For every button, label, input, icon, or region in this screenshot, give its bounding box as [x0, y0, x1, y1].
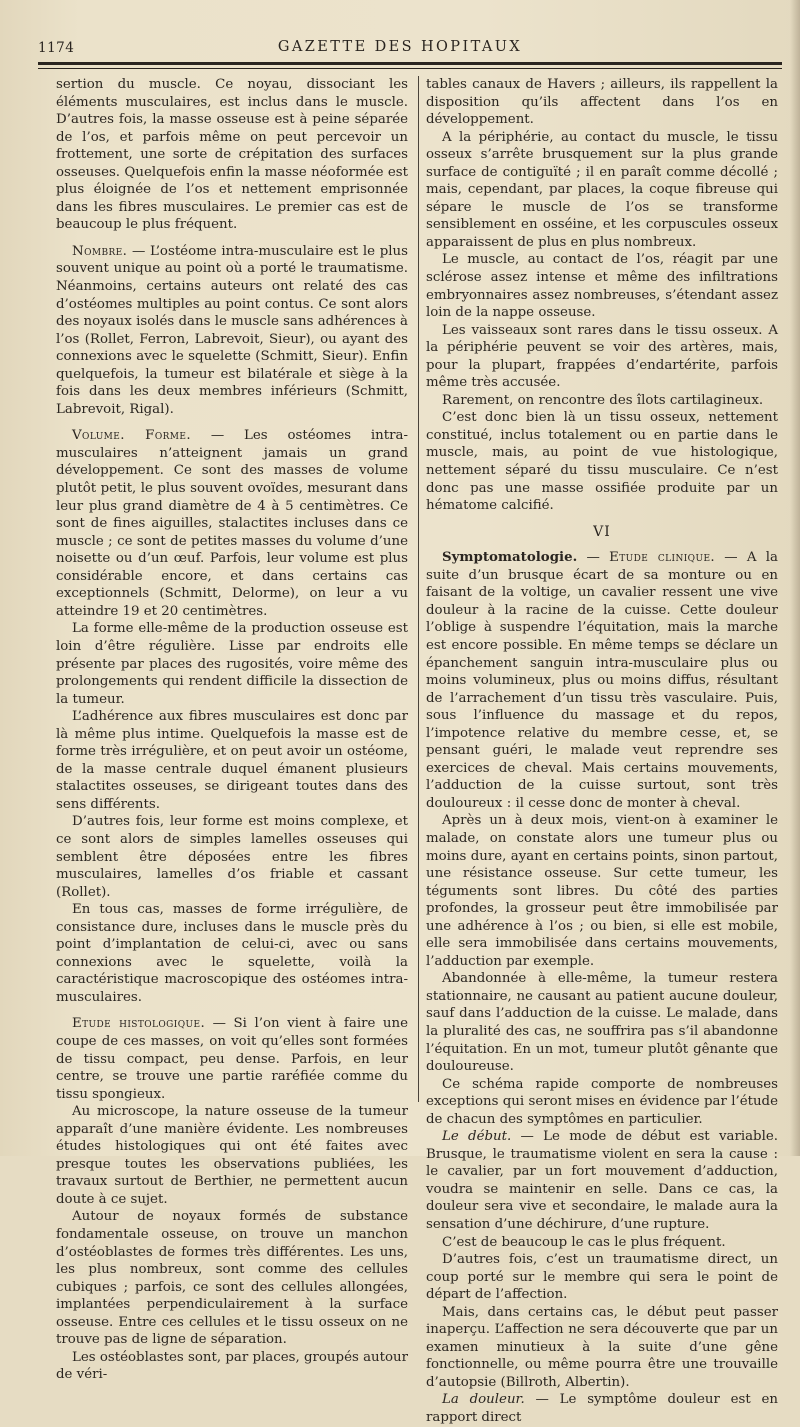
paragraph: La forme elle-même de la production osseuse est loin d’être régulière. Lisse par endroits elle présente par places des rugosités, voire même des prolongements qui rendent difficile la dissection de la tumeur.	[56, 621, 408, 707]
paragraph: Rarement, on rencontre des îlots cartilagineux.	[442, 392, 764, 408]
subsection-heading: Etude clinique.	[609, 550, 716, 566]
paragraph: Abandonnée à elle-même, la tumeur restera stationnaire, ne causant au patient aucune douleur, sauf dans l’adduction de la cuisse. Le malade, dans la pluralité des cas, ne souffrira pas s’il abandonne l’équitation. En un mot, tumeur plutôt gênante que douloureuse.	[426, 971, 778, 1075]
paragraph: tables canaux de Havers ; ailleurs, ils rappellent la disposition qu’ils affectent dans l’os en développement.	[426, 77, 778, 128]
paragraph-douleur	[426, 1391, 778, 1426]
paragraph-text: — Les ostéomes intra-musculaires n’atteignent jamais un grand développement. Ce sont des masses de volume plutôt petit, le plus souvent ovoïdes, mesurant dans leur plus grand diamètre de 4 à 5 centimètres. Ce sont de fines aiguilles, stalactites incluses dans ce muscle ; ce sont de petites masses du volume d’une noisette ou d’un œuf. Parfois, leur volume est plus considérable encore, et dans certains cas exceptionnels (Schmitt, Delorme), on leur a vu atteindre 19 et 20 centimètres.	[56, 428, 408, 619]
section-heading: Symptomatologie.	[442, 549, 578, 566]
paragraph-text: — A la suite d’un brusque écart de sa monture ou en faisant de la voltige, un cavalier ressent une vive douleur à la racine de la cuisse. Cette douleur l’oblige à suspendre l’équitation, mais la marche est encore possible. En même temps se déclare un épanchement sanguin intra-musculaire plus ou moins volumineux, plus ou moins diffus, résultant de l’arrachement d’un tissu très vasculaire. Puis, sous l’influence du massage et du repos, l’impotence relative du membre cesse, et, se pensant guéri, le malade veut reprendre ses exercices de cheval. Mais certains mouvements, l’adduction de la cuisse surtout, sont très douloureux : il cesse donc de monter à cheval.	[426, 550, 778, 811]
paragraph: Au microscope, la nature osseuse de la tumeur apparaît d’une manière évidente. Les nombreuses études histologiques qui ont été faites avec presque toutes les observations publiées, les travaux surtout de Berthier, ne permettent aucun doute à ce sujet.	[56, 1104, 408, 1207]
paragraph: Après un à deux mois, vient-on à examiner le malade, on constate alors une tumeur plus ou moins dure, ayant en certains points, sinon partout, une résistance osseuse. Sur cette tumeur, les téguments sont libres. Du côté des parties profondes, la grosseur peut être immobilisée par une adhérence à l’os ; ou bien, si elle est mobile, elle sera immobilisée dans certains mouvements, l’adduction par exemple.	[426, 813, 778, 969]
header-rule-thick	[38, 62, 782, 65]
paragraph-debut	[426, 1128, 778, 1233]
paragraph-symptomatologie: Symptomatologie. — Etude clinique. — A la suite d’un brusque écart de sa monture ou en faisant de la voltige, un cavalier ressent une vive douleur à la racine de la cuisse. Cette douleur l’oblige à suspendre l’équitation, mais la marche est encore possible. En même temps se déclare un épanchement sanguin intra-musculaire plus ou moins volumineux, plus ou moins diffus, résultant de l’arrachement d’un tissu très vasculaire. Puis, sous l’influence du massage et du repos, l’impotence relative du membre cesse, et, se pensant guéri, le malade veut reprendre ses exercices de cheval. Mais certains mouvements, l’adduction de la cuisse surtout, sont très douloureux : il cesse donc de monter à cheval.	[426, 549, 778, 811]
paragraph: D’autres fois, leur forme est moins complexe, et ce sont alors de simples lamelles osseuses qui semblent être déposées entre les fibres musculaires, lamelles d’os friable et cassant (Rollet).	[56, 814, 408, 900]
paragraph-etude	[56, 1015, 408, 1103]
paragraph: C’est donc bien là un tissu osseux, nettement constitué, inclus totalement ou en partie dans le muscle, mais, au point de vue histologique, nettement séparé du tissu musculaire. Ce n’est donc pas une masse ossifiée produite par un hématome calcifié.	[426, 410, 778, 514]
right-column	[426, 76, 779, 1426]
paragraph: Les vaisseaux sont rares dans le tissu osseux. A la périphérie peuvent se voir des artères, mais, pour la plupart, frappées d’endartérite, parfois même très accusée.	[426, 322, 778, 391]
paragraph: Autour de noyaux formés de substance fondamentale osseuse, on trouve un manchon d’ostéoblastes de formes très différentes. Les uns, les plus nombreux, sont comme des cellules cubiques ; parfois, ce sont des cellules allongées, implantées perpendiculairement à la surface osseuse. Entre ces cellules et le tissu osseux on ne trouve pas de ligne de séparation.	[56, 1209, 408, 1348]
section-heading: Volume. Forme.	[72, 428, 191, 444]
section-heading: Nombre.	[72, 243, 128, 259]
header-rule-thin	[38, 68, 782, 69]
paragraph-text: — Le symptôme douleur est en rapport direct	[426, 1392, 779, 1426]
paragraph: Ce schéma rapide comporte de nombreuses exceptions qui seront mises en évidence par l’étude de chacun des symptômes en particulier.	[426, 1076, 778, 1127]
paragraph: C’est de beaucoup le cas le plus fréquent.	[442, 1234, 726, 1250]
section-heading: Etude histologique.	[72, 1016, 206, 1032]
subsection-heading: La douleur.	[442, 1392, 525, 1408]
paragraph-text: — Si l’on vient à faire une coupe de ces masses, on voit qu’elles sont formées de tissu compact, peu dense. Parfois, en leur centre, se trouve une partie raréfiée comme du tissu spongieux.	[56, 1016, 408, 1102]
paragraph: sertion du muscle. Ce noyau, dissociant les éléments musculaires, est inclus dans le muscle. D’autres fois, la masse osseuse est à peine séparée de l’os, et parfois même on peut percevoir un frottement, une sorte de crépitation des surfaces osseuses. Quelquefois enfin la masse néoformée est plus éloignée de l’os et nettement emprisonnée dans les fibres musculaires. Le premier cas est de beaucoup le plus fréquent.	[56, 77, 408, 233]
paragraph: Les ostéoblastes sont, par places, groupés autour de véri-	[56, 1349, 408, 1383]
section-number: VI	[593, 523, 611, 540]
left-column	[56, 76, 408, 1383]
paragraph-nombre	[56, 243, 408, 418]
paragraph: Mais, dans certains cas, le début peut passer inaperçu. L’affection ne sera découverte que par un examen minutieux à la suite d’une gêne fonctionnelle, ou même pourra être une trouvaille d’autopsie (Billroth, Albertin).	[426, 1304, 778, 1390]
page-edge-shadow	[790, 0, 800, 1156]
paragraph-volume	[56, 427, 408, 620]
column-divider	[418, 76, 419, 1102]
subsection-heading: Le début.	[442, 1129, 512, 1145]
paragraph-text: — L’ostéome intra-musculaire est le plus souvent unique au point où a porté le traumatisme. Néanmoins, certains auteurs ont relaté des cas d’ostéomes multiples au point contus. Ce sont alors des noyaux isolés dans le muscle sans adhérences à l’os (Rollet, Ferron, Labrevoit, Sieur), ou ayant des connexions avec le squelette (Schmitt, Sieur). Enfin quelquefois, la tumeur est bilatérale et siège à la fois dans les deux membres inférieurs (Schmitt, Labrevoit, Rigal).	[56, 243, 408, 417]
paragraph-text: — Le mode de début est variable. Brusque, le traumatisme violent en sera la cause : le cavalier, par un fort mouvement d’adduction, voudra se maintenir en selle. Dans ce cas, la douleur sera vive et secondaire, le malade aura la sensation d’une déchirure, d’une rupture.	[426, 1129, 778, 1232]
paragraph: Le muscle, au contact de l’os, réagit par une sclérose assez intense et même des infiltrations embryonnaires assez nombreuses, s’étendant assez loin de la nappe osseuse.	[426, 252, 778, 321]
page-number: 1174	[38, 40, 75, 56]
journal-title: GAZETTE DES HOPITAUX	[277, 39, 523, 55]
paragraph: En tous cas, masses de forme irrégulière, de consistance dure, incluses dans le muscle près du point d’implantation de celui-ci, avec ou sans connexions avec le squelette, voilà la caractéristique macroscopique des ostéomes intra-musculaires.	[56, 902, 408, 1005]
paragraph: L’adhérence aux fibres musculaires est donc par là même plus intime. Quelquefois la masse est de forme très irrégulière, et on peut avoir un ostéome, de la masse centrale duquel émanent plusieurs stalactites osseuses, se dirigeant toutes dans des sens différents.	[56, 709, 408, 812]
paragraph: D’autres fois, c’est un traumatisme direct, un coup porté sur le membre qui sera le point de départ de l’affection.	[426, 1252, 778, 1303]
paragraph: A la périphérie, au contact du muscle, le tissu osseux s’arrête brusquement sur la plus grande surface de contiguïté ; il en paraît comme décollé ; mais, cependant, par places, la coque fibreuse qui sépare le muscle de l’os se transforme sensiblement en osséine, et les corpuscules osseux apparaissent de plus en plus nombreux.	[426, 129, 778, 250]
